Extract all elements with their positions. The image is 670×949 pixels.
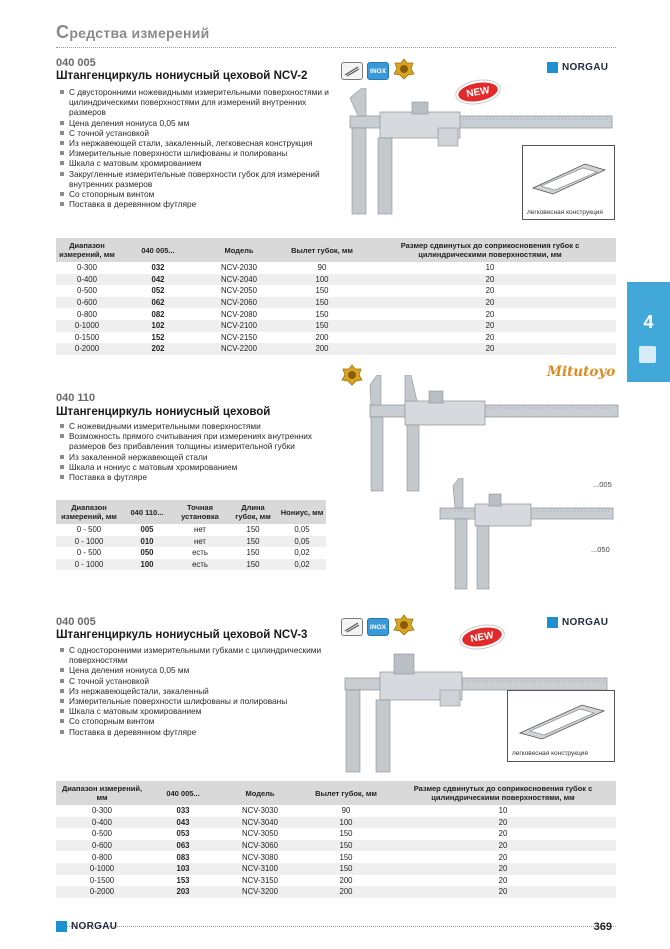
product3-features [60, 645, 330, 737]
column-header: Точная установка [172, 500, 228, 524]
column-header: Диапазон измерений, мм [56, 781, 148, 805]
profile-image [508, 691, 614, 747]
table-row: 0 - 1000 010 нет 150 0,05 [56, 536, 326, 548]
caliper-005-image [365, 375, 620, 495]
column-header: Размер сдвинутых до соприкосновения губок с цилиндрическими поверхностями, мм [364, 238, 616, 262]
product2-title: Штангенциркуль нониусный цеховой [56, 406, 271, 418]
list-item: Цена деления нониуса 0,05 мм [60, 118, 330, 128]
column-header: 040 005... [148, 781, 218, 805]
column-header: Длина губок, мм [228, 500, 278, 524]
norgau-logo: NORGAU [547, 617, 608, 628]
header-divider [56, 47, 616, 48]
list-item: Цена деления нониуса 0,05 мм [60, 665, 330, 675]
column-header: Модель [198, 238, 280, 262]
table-row: 0-2000 202 NCV-2200 200 20 [56, 343, 616, 355]
list-item: Из закаленной нержавеющей стали [60, 452, 340, 462]
quality-seal-icon [393, 60, 415, 78]
table-row: 0-500 052 NCV-2050 150 20 [77, 286, 495, 296]
column-header: Диапазон измерений, мм [56, 238, 118, 262]
list-item: Шкала с матовым хромированием [60, 706, 330, 716]
caliper-050-image [435, 478, 615, 593]
mitutoyo-logo: Mitutoyo [547, 364, 616, 380]
profile-caption: легковесная конструкция [512, 750, 588, 757]
profile-caption: легковесная конструкция [527, 209, 603, 216]
product1-features [60, 87, 330, 209]
product2-code: 040 110 [56, 392, 96, 404]
table-row: 0 - 500 050 есть 150 0,02 [76, 548, 310, 558]
column-header: Вылет губок, мм [302, 781, 390, 805]
page-number: 369 [593, 921, 612, 933]
new-badge: NEW [461, 625, 504, 650]
list-item: Поставка в деревянном футляре [60, 727, 330, 737]
product3-code: 040 005 [56, 616, 96, 628]
chapter-number: 4 [643, 312, 654, 332]
product3-title: Штангенциркуль нониусный цеховой NCV-3 [56, 629, 308, 641]
profile-image [523, 146, 614, 206]
table-row: 0 - 500 005 нет 150 0,05 [76, 525, 310, 535]
table-row: 0-300 033 NCV-3030 90 10 [92, 806, 508, 816]
footer-norgau-logo: NORGAU [56, 921, 117, 932]
list-item: Измерительные поверхности шлифованы и полированы [60, 148, 330, 158]
table-row: 0-800 083 NCV-3080 150 20 [92, 852, 508, 862]
list-item: Поставка в футляре [60, 472, 340, 482]
column-header: Размер сдвинутых до соприкосновения губок с цилиндрическими поверхностями, мм [390, 781, 616, 805]
table-row: 0-800 082 NCV-2080 150 20 [77, 309, 495, 319]
table-row: 0-2000 203 NCV-3200 200 20 [56, 886, 616, 898]
new-badge: NEW [457, 80, 500, 105]
table-row: 0-1500 153 NCV-3150 200 20 [89, 875, 508, 885]
column-header: Диапазон измерений, мм [56, 500, 122, 524]
list-item: Поставка в деревянном футляре [60, 199, 330, 209]
product2-features [60, 421, 340, 482]
product3-table [56, 781, 616, 898]
column-header: 040 005... [118, 238, 198, 262]
table-row: 0-600 063 NCV-3060 150 20 [56, 840, 616, 852]
inox-badge: INOX [367, 62, 389, 80]
list-item: Возможность прямого считывания при измерениях внутренних размеров без прибавления толщины измерительной губки [60, 431, 340, 451]
column-header: Нониус, мм [278, 500, 326, 524]
list-item: Из нержавеющейстали, закаленный [60, 686, 330, 696]
table-row: 0-400 043 NCV-3040 100 20 [56, 817, 616, 829]
list-item: С точной установкой [60, 676, 330, 686]
list-item: Закругленные измерительные поверхности губок для измерений внутренних размеров [60, 169, 330, 189]
column-header: Модель [218, 781, 302, 805]
table-row: 0-600 062 NCV-2060 150 20 [56, 297, 616, 309]
table-row: 0-1500 152 NCV-2150 200 20 [74, 332, 495, 342]
list-item: С односторонними измерительными губками с цилиндрическими поверхностями [60, 645, 330, 665]
caliper-badge-icon [341, 618, 363, 636]
column-header: Вылет губок, мм [280, 238, 364, 262]
product1-table [56, 238, 616, 355]
caliper-badge-icon [341, 62, 363, 80]
section-header [56, 22, 616, 43]
norgau-logo-square [56, 921, 67, 932]
list-item: Со стопорным винтом [60, 189, 330, 199]
list-item: Из нержавеющей стали, закаленный, легковесная конструкция [60, 138, 330, 148]
norgau-logo: NORGAU [547, 62, 608, 73]
table-row: 0-1000 102 NCV-2100 150 20 [56, 320, 616, 332]
norgau-logo-square [547, 617, 558, 628]
table-row: 0-400 042 NCV-2040 100 20 [56, 274, 616, 286]
list-item: Измерительные поверхности шлифованы и полированы [60, 696, 330, 706]
section-title: Средства измерений [56, 22, 210, 42]
table-row: 0-300 032 NCV-2030 90 10 [77, 263, 495, 273]
list-item: Со стопорным винтом [60, 716, 330, 726]
quality-seal-icon [341, 366, 363, 384]
product1-code: 040 005 [56, 57, 96, 69]
table-row: 0 - 1000 100 есть 150 0,02 [56, 559, 326, 571]
label-050: ...050 [591, 545, 610, 554]
list-item: С точной установкой [60, 128, 330, 138]
product2-table [56, 500, 326, 570]
product1-title: Штангенциркуль нониусный цеховой NCV-2 [56, 70, 308, 82]
caliper-icon [639, 346, 656, 363]
inox-badge: INOX [367, 618, 389, 636]
chapter-tab [627, 282, 670, 382]
norgau-logo-square [547, 62, 558, 73]
list-item: Шкала с матовым хромированием [60, 158, 330, 168]
list-item: С ножевидными измерительными поверхностями [60, 421, 340, 431]
table-row: 0-1000 103 NCV-3100 150 20 [56, 863, 616, 875]
quality-seal-icon [393, 616, 415, 634]
label-005: ...005 [593, 480, 612, 489]
footer-divider [56, 926, 616, 927]
table-row: 0-500 053 NCV-3050 150 20 [92, 829, 508, 839]
list-item: Шкала и нониус с матовым хромированием [60, 462, 340, 472]
column-header: 040 110... [122, 500, 172, 524]
list-item: С двусторонними ножевидными измерительными поверхностями и цилиндрическими поверхностями для измерений внутренних размеров [60, 87, 330, 118]
